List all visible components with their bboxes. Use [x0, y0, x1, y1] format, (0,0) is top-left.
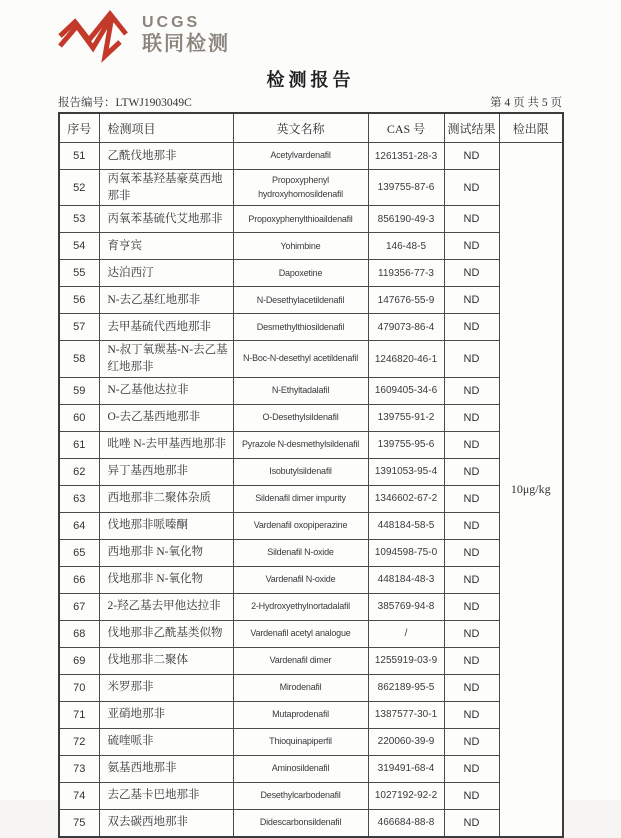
table-row [59, 539, 563, 566]
row-number: 53 [59, 206, 99, 233]
cas-number: 139755-91-2 [368, 404, 444, 431]
test-item-cn: 米罗那非 [99, 674, 233, 701]
header-detection-limit: 检出限 [499, 113, 563, 143]
cas-number: 147676-55-9 [368, 287, 444, 314]
test-item-en: Aminosildenafil [233, 755, 368, 782]
row-number: 52 [59, 170, 99, 206]
test-result: ND [444, 647, 499, 674]
row-number: 62 [59, 458, 99, 485]
test-item-cn: 去乙基卡巴地那非 [99, 782, 233, 809]
test-item-cn: 硫喹哌非 [99, 728, 233, 755]
test-result: ND [444, 512, 499, 539]
page-title: 检测报告 [266, 70, 355, 90]
report-number: 报告编号：LTWJ1903049C [58, 97, 192, 109]
cas-number: 1246820-46-1 [368, 341, 444, 377]
cas-number: 856190-49-3 [368, 206, 444, 233]
test-item-cn: 亚硝地那非 [99, 701, 233, 728]
test-result: ND [444, 782, 499, 809]
cas-number: 220060-39-9 [368, 728, 444, 755]
row-number: 67 [59, 593, 99, 620]
cas-number: 1027192-92-2 [368, 782, 444, 809]
test-item-en: Vardenafil oxopiperazine [233, 512, 368, 539]
results-table [58, 112, 564, 838]
test-result: ND [444, 431, 499, 458]
test-item-en: Propoxyphenyl hydroxyhomosildenafil [233, 170, 368, 206]
table-row [59, 206, 563, 233]
test-item-cn: 去甲基硫代西地那非 [99, 314, 233, 341]
row-number: 64 [59, 512, 99, 539]
row-number: 75 [59, 809, 99, 837]
test-item-en: Vardenafil N-oxide [233, 566, 368, 593]
table-row [59, 728, 563, 755]
test-result: ND [444, 593, 499, 620]
row-number: 71 [59, 701, 99, 728]
table-row [59, 404, 563, 431]
row-number: 60 [59, 404, 99, 431]
row-number: 69 [59, 647, 99, 674]
test-item-en: Sildenafil dimer impurity [233, 485, 368, 512]
table-row [59, 809, 563, 837]
test-item-cn: 异丁基西地那非 [99, 458, 233, 485]
row-number: 66 [59, 566, 99, 593]
test-item-en: Yohimbine [233, 233, 368, 260]
test-item-en: Vardenafil acetyl analogue [233, 620, 368, 647]
header-cas: CAS 号 [368, 113, 444, 143]
test-result: ND [444, 485, 499, 512]
table-row [59, 566, 563, 593]
row-number: 65 [59, 539, 99, 566]
row-number: 68 [59, 620, 99, 647]
logo-zigzag-icon [58, 8, 130, 62]
brand-logo [58, 8, 230, 62]
header-result: 测试结果 [444, 113, 499, 143]
cas-number: 1261351-28-3 [368, 143, 444, 170]
cas-number: 385769-94-8 [368, 593, 444, 620]
test-result: ND [444, 566, 499, 593]
test-item-en: Pyrazole N-desmethylsildenafil [233, 431, 368, 458]
test-item-cn: 育亨宾 [99, 233, 233, 260]
test-item-cn: 达泊西汀 [99, 260, 233, 287]
test-item-cn: 西地那非 N-氧化物 [99, 539, 233, 566]
table-row [59, 620, 563, 647]
test-item-en: Didescarbonsildenafil [233, 809, 368, 837]
row-number: 74 [59, 782, 99, 809]
table-row [59, 674, 563, 701]
table-row [59, 341, 563, 377]
test-item-cn: 伐地那非 N-氧化物 [99, 566, 233, 593]
table-row [59, 458, 563, 485]
test-item-cn: 氨基西地那非 [99, 755, 233, 782]
table-row [59, 593, 563, 620]
test-result: ND [444, 701, 499, 728]
test-result: ND [444, 377, 499, 404]
table-row [59, 287, 563, 314]
test-item-en: Mutaprodenafil [233, 701, 368, 728]
test-item-en: Isobutylsildenafil [233, 458, 368, 485]
cas-number: 119356-77-3 [368, 260, 444, 287]
header-no: 序号 [59, 113, 99, 143]
row-number: 59 [59, 377, 99, 404]
test-item-en: Mirodenafil [233, 674, 368, 701]
test-item-cn: O-去乙基西地那非 [99, 404, 233, 431]
test-result: ND [444, 287, 499, 314]
test-item-en: Desmethylthiosildenafil [233, 314, 368, 341]
test-item-cn: N-去乙基红地那非 [99, 287, 233, 314]
results-table-header [59, 113, 563, 143]
cas-number: 862189-95-5 [368, 674, 444, 701]
test-result: ND [444, 404, 499, 431]
test-result: ND [444, 143, 499, 170]
detection-limit-cell: 10μg/kg [499, 143, 563, 837]
test-result: ND [444, 206, 499, 233]
test-item-en: Dapoxetine [233, 260, 368, 287]
test-item-cn: 伐地那非二聚体 [99, 647, 233, 674]
test-result: ND [444, 539, 499, 566]
test-item-cn: 双去碳西地那非 [99, 809, 233, 837]
table-row [59, 314, 563, 341]
row-number: 63 [59, 485, 99, 512]
table-row [59, 512, 563, 539]
results-table-body [59, 143, 563, 837]
table-row [59, 701, 563, 728]
row-number: 57 [59, 314, 99, 341]
test-result: ND [444, 170, 499, 206]
test-item-en: N-Boc-N-desethyl acetildenafil [233, 341, 368, 377]
cas-number: 479073-86-4 [368, 314, 444, 341]
row-number: 73 [59, 755, 99, 782]
cas-number: 1391053-95-4 [368, 458, 444, 485]
test-item-cn: 丙氧苯基硫代艾地那非 [99, 206, 233, 233]
table-row [59, 485, 563, 512]
row-number: 70 [59, 674, 99, 701]
table-row [59, 647, 563, 674]
test-result: ND [444, 314, 499, 341]
cas-number: 1255919-03-9 [368, 647, 444, 674]
table-row [59, 377, 563, 404]
table-row [59, 260, 563, 287]
table-row [59, 143, 563, 170]
test-item-en: N-Ethyltadalafil [233, 377, 368, 404]
test-result: ND [444, 809, 499, 837]
header-english-name: 英文名称 [233, 113, 368, 143]
test-item-cn: 吡唑 N-去甲基西地那非 [99, 431, 233, 458]
test-item-en: Desethylcarbodenafil [233, 782, 368, 809]
test-item-en: N-Desethylacetildenafil [233, 287, 368, 314]
header-test-item: 检测项目 [99, 113, 233, 143]
header-row [59, 113, 563, 143]
test-item-en: O-Desethylsildenafil [233, 404, 368, 431]
table-row [59, 755, 563, 782]
test-result: ND [444, 233, 499, 260]
test-item-en: 2-Hydroxyethylnortadalafil [233, 593, 368, 620]
brand-name-en: UCGS [142, 14, 201, 32]
cas-number: 146-48-5 [368, 233, 444, 260]
test-item-en: Propoxyphenylthioaildenafil [233, 206, 368, 233]
test-item-cn: 伐地那非哌嗪酮 [99, 512, 233, 539]
page-indicator: 第 4 页 共 5 页 [490, 97, 562, 109]
cas-number: 448184-58-5 [368, 512, 444, 539]
brand-text [142, 15, 230, 55]
cas-number: 1387577-30-1 [368, 701, 444, 728]
test-item-cn: 乙酰伐地那非 [99, 143, 233, 170]
test-item-cn: 西地那非二聚体杂质 [99, 485, 233, 512]
row-number: 55 [59, 260, 99, 287]
test-item-cn: 2-羟乙基去甲他达拉非 [99, 593, 233, 620]
test-item-en: Thioquinapiperfil [233, 728, 368, 755]
test-item-cn: N-叔丁氧羰基-N-去乙基红地那非 [99, 341, 233, 377]
table-row [59, 782, 563, 809]
cas-number: 139755-87-6 [368, 170, 444, 206]
table-row [59, 233, 563, 260]
report-meta-row [58, 94, 562, 110]
table-row [59, 431, 563, 458]
test-item-en: Vardenafil dimer [233, 647, 368, 674]
test-item-en: Sildenafil N-oxide [233, 539, 368, 566]
cas-number: 1094598-75-0 [368, 539, 444, 566]
cas-number: / [368, 620, 444, 647]
cas-number: 139755-95-6 [368, 431, 444, 458]
row-number: 61 [59, 431, 99, 458]
cas-number: 466684-88-8 [368, 809, 444, 837]
test-result: ND [444, 620, 499, 647]
test-result: ND [444, 341, 499, 377]
cas-number: 1346602-67-2 [368, 485, 444, 512]
row-number: 51 [59, 143, 99, 170]
row-number: 58 [59, 341, 99, 377]
test-result: ND [444, 728, 499, 755]
brand-name-cn: 联同检测 [142, 32, 230, 55]
test-item-en: Acetylvardenafil [233, 143, 368, 170]
test-result: ND [444, 458, 499, 485]
test-result: ND [444, 260, 499, 287]
test-item-cn: N-乙基他达拉非 [99, 377, 233, 404]
cas-number: 1609405-34-6 [368, 377, 444, 404]
table-row [59, 170, 563, 206]
test-item-cn: 丙氧苯基羟基豪莫西地那非 [99, 170, 233, 206]
row-number: 54 [59, 233, 99, 260]
test-result: ND [444, 674, 499, 701]
row-number: 56 [59, 287, 99, 314]
cas-number: 448184-48-3 [368, 566, 444, 593]
test-result: ND [444, 755, 499, 782]
test-item-cn: 伐地那非乙酰基类似物 [99, 620, 233, 647]
cas-number: 319491-68-4 [368, 755, 444, 782]
row-number: 72 [59, 728, 99, 755]
